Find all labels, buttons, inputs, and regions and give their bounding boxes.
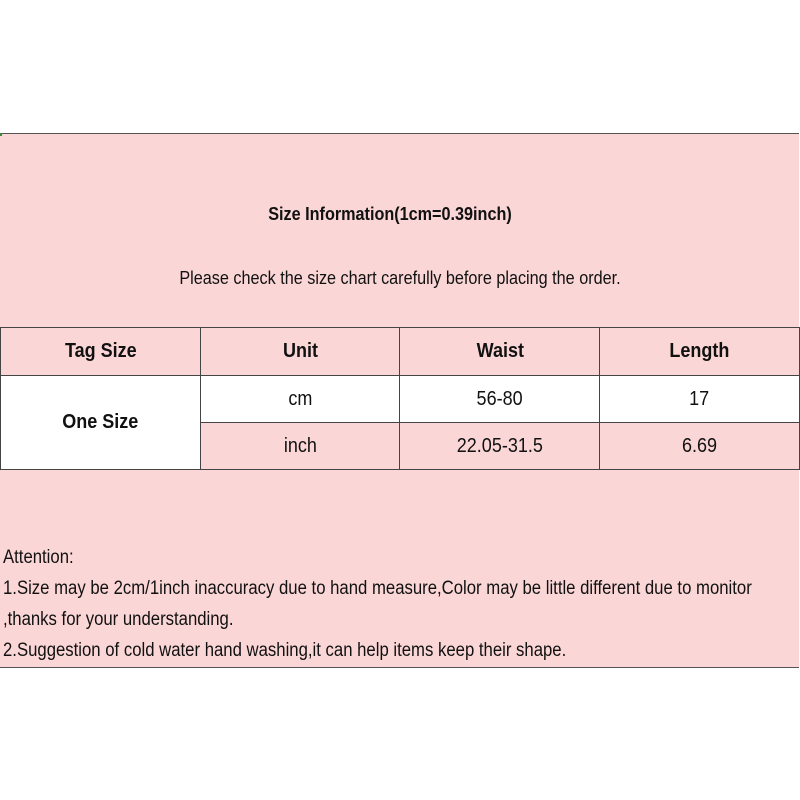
size-info-title: Size Information(1cm=0.39inch) [268,204,512,224]
table-row [1,376,800,423]
attention-line: 2.Suggestion of cold water hand washing,it can help items keep their shape. [3,640,567,661]
header-length: Length [600,328,800,376]
header-unit: Unit [200,328,400,376]
attention-line: 1.Size may be 2cm/1inch inaccuracy due to hand measure,Color may be little different due to monitor [3,578,752,599]
tag-size-cell: One Size [1,376,201,470]
table-header-row [1,328,800,376]
header-tag-size: Tag Size [1,328,201,376]
attention-heading: Attention: [3,547,74,568]
attention-line: ,thanks for your understanding. [3,609,234,630]
corner-mark [0,133,2,136]
unit-cell: inch [200,423,400,470]
attention-notes [3,542,800,666]
header-waist: Waist [400,328,600,376]
size-chart-panel [0,133,799,668]
size-table [0,327,800,470]
waist-cell: 56-80 [400,376,600,423]
unit-cell: cm [200,376,400,423]
length-cell: 6.69 [600,423,800,470]
length-cell: 17 [600,376,800,423]
size-info-subtitle: Please check the size chart carefully before placing the order. [179,268,621,288]
waist-cell: 22.05-31.5 [400,423,600,470]
